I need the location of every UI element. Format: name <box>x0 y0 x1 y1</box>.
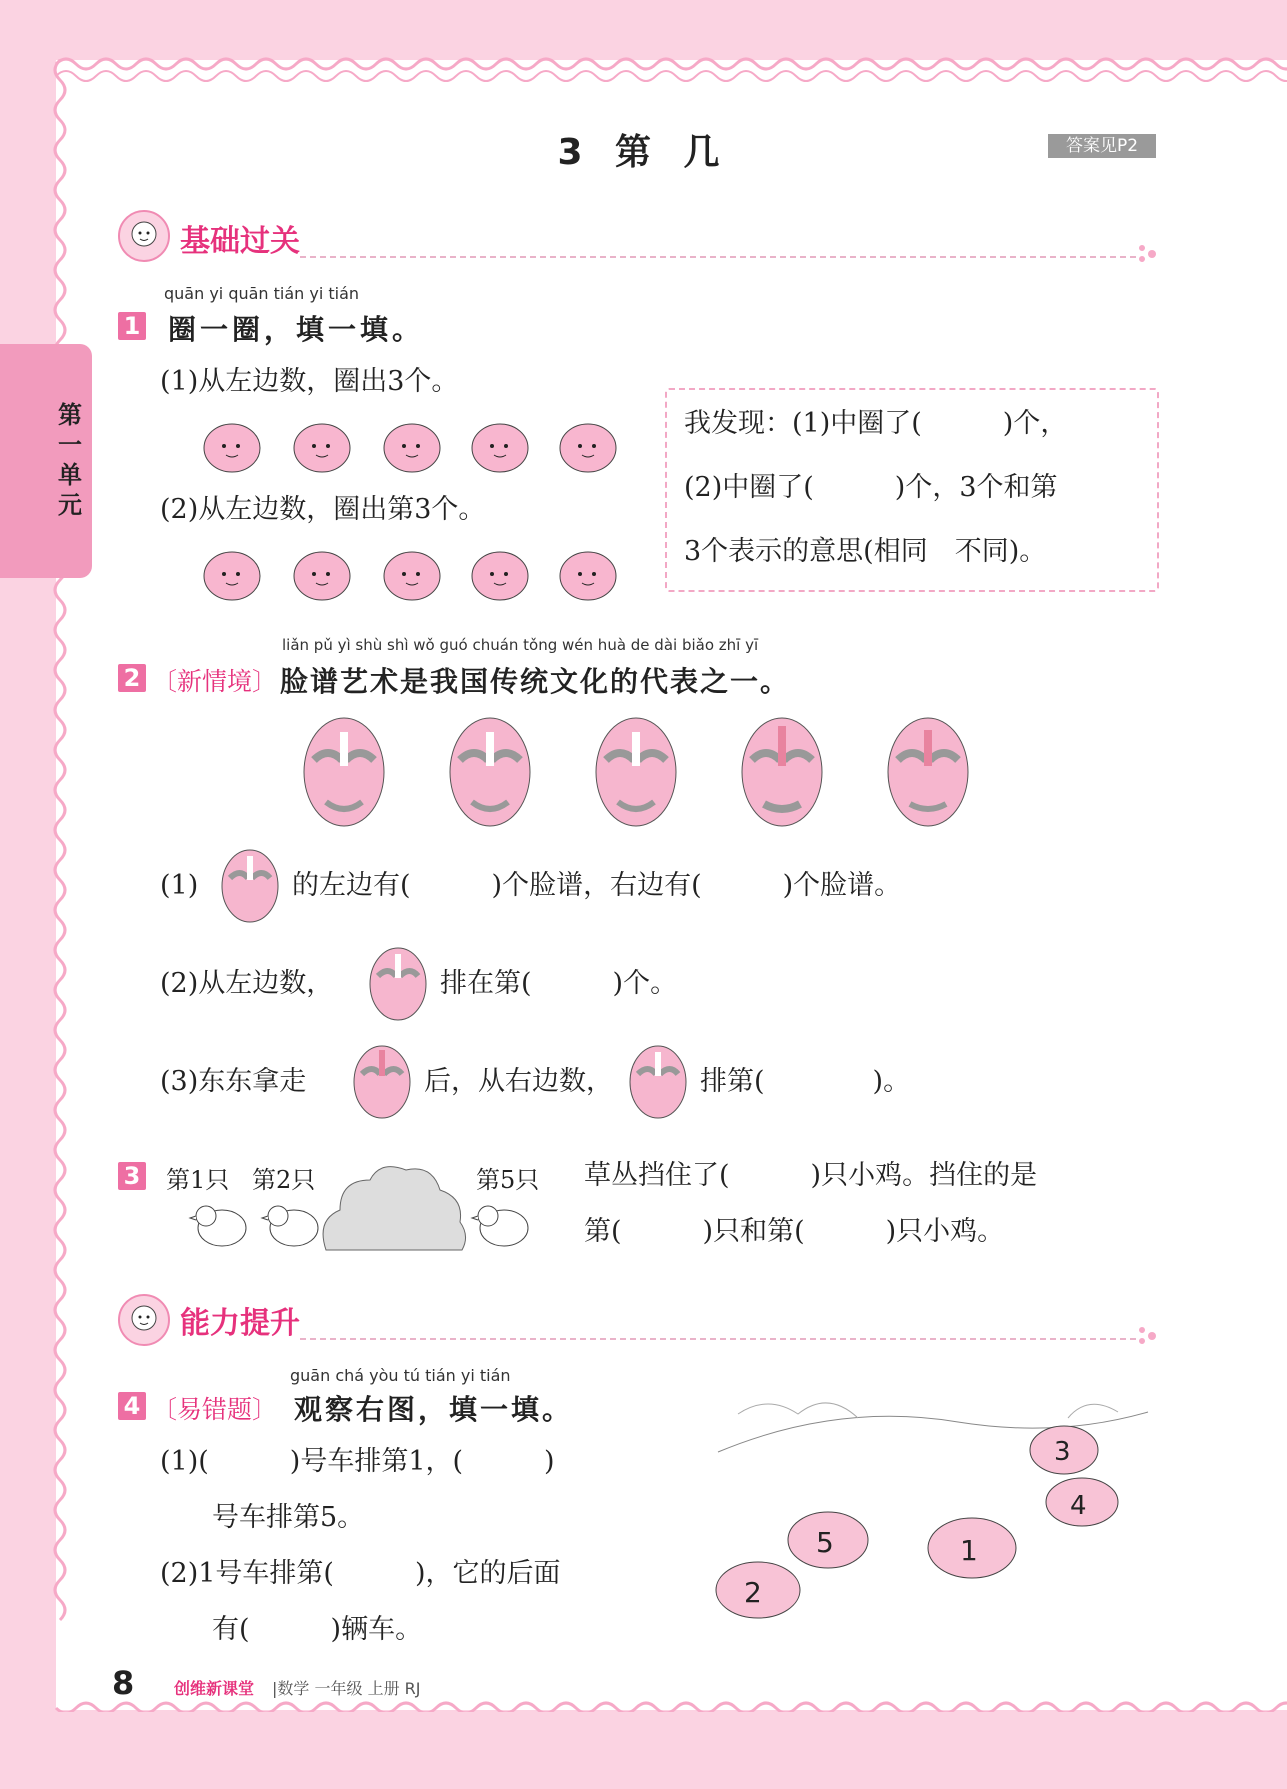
bean-row-1 <box>196 418 626 478</box>
q1-prompt: 圈一圈，填一填。 <box>168 313 425 346</box>
q2-s3-answer: 排第( )。 <box>700 1066 911 1097</box>
opera-mask-icon <box>450 718 530 826</box>
bean-character-icon <box>560 552 616 600</box>
q2-s2-label: (2)从左边数， <box>160 968 334 999</box>
footer-brand: 创维新课堂 <box>174 1679 255 1698</box>
q2-number: 2 <box>118 664 146 692</box>
q2-s3-label: (3)东东拿走 <box>160 1066 307 1097</box>
bean-character-icon <box>294 552 350 600</box>
car-race-illustration <box>708 1390 1156 1650</box>
opera-mask-small-icon <box>624 1042 692 1122</box>
opera-mask-small-icon <box>348 1042 416 1122</box>
q4-tag: 〔易错题〕 <box>152 1395 278 1424</box>
car-number-label: 5 <box>816 1526 834 1559</box>
q1-number: 1 <box>118 312 146 340</box>
dots-decoration-icon <box>1138 1326 1160 1350</box>
opera-mask-icon <box>596 718 676 826</box>
discovery-line-1: 我发现：(1)中圈了( )个， <box>684 408 1068 439</box>
q2-tag: 〔新情境〕 <box>152 667 278 696</box>
bean-character-icon <box>472 424 528 472</box>
cartoon-mascot-icon <box>118 210 170 262</box>
chick-icon <box>472 1206 528 1246</box>
chick-label-5: 第5只 <box>476 1166 540 1194</box>
footer-info: |数学 一年级 上册 RJ <box>272 1679 421 1698</box>
q2-s1-text: 的左边有( )个脸谱，右边有( )个脸谱。 <box>292 870 902 901</box>
bean-character-icon <box>204 552 260 600</box>
car-number-label: 2 <box>744 1576 762 1609</box>
q1-part2: (2)从左边数，圈出第3个。 <box>160 494 486 525</box>
q2-pinyin: liǎn pǔ yì shù shì wǒ guó chuán tǒng wén huà de dài biǎo zhī yī <box>282 636 759 654</box>
discovery-line-2: (2)中圈了( )个，3个和第 <box>684 472 1058 503</box>
page-number: 8 <box>112 1664 135 1702</box>
opera-mask-small-icon <box>216 846 284 926</box>
opera-mask-icon <box>304 718 384 826</box>
bean-character-icon <box>560 424 616 472</box>
section-divider <box>300 256 1136 258</box>
q3-line-2: 第( )只和第( )只小鸡。 <box>584 1216 1005 1247</box>
race-car-icon <box>1030 1426 1098 1474</box>
opera-mask-small-icon <box>364 944 432 1024</box>
answer-reference: 答案见P2 <box>1048 134 1156 158</box>
dots-decoration-icon <box>1138 244 1160 268</box>
bean-character-icon <box>384 424 440 472</box>
chick-icon <box>190 1206 246 1246</box>
q1-part1: (1)从左边数，圈出3个。 <box>160 366 459 397</box>
opera-mask-icon <box>888 718 968 826</box>
bean-character-icon <box>472 552 528 600</box>
q4-number: 4 <box>118 1392 146 1420</box>
race-car-icon <box>788 1512 868 1568</box>
opera-mask-row <box>296 712 986 832</box>
discovery-line-3: 3个表示的意思(相同 不同)。 <box>684 536 1047 567</box>
opera-mask-icon <box>742 718 822 826</box>
q4-line-4: 有( )辆车。 <box>212 1614 423 1645</box>
q4-pinyin: guān chá yòu tú tián yi tián <box>290 1366 511 1385</box>
q3-number: 3 <box>118 1162 146 1190</box>
section-divider <box>300 1338 1136 1340</box>
q2-s3-text: 后，从右边数， <box>424 1066 613 1097</box>
q3-line-1: 草丛挡住了( )只小鸡。挡住的是 <box>584 1160 1038 1191</box>
q4-prompt: 观察右图，填一填。 <box>294 1393 574 1426</box>
race-car-icon <box>716 1562 800 1618</box>
car-number-label: 3 <box>1054 1437 1071 1467</box>
bean-character-icon <box>384 552 440 600</box>
q4-line-1: (1)( )号车排第1，( ) <box>160 1446 555 1477</box>
chick-label-2: 第2只 <box>252 1166 316 1194</box>
q4-line-2: 号车排第5。 <box>212 1502 365 1533</box>
section-title-advanced: 能力提升 <box>180 1306 300 1341</box>
unit-tab-label: 第一单元 <box>58 401 82 519</box>
car-number-label: 4 <box>1070 1491 1087 1521</box>
q1-pinyin: quān yi quān tián yi tián <box>164 284 360 303</box>
bean-row-2 <box>196 546 626 606</box>
bean-character-icon <box>294 424 350 472</box>
q2-prompt: 脸谱艺术是我国传统文化的代表之一。 <box>280 665 791 698</box>
chicks-and-bush <box>186 1156 546 1256</box>
chick-icon <box>262 1206 318 1246</box>
car-number-label: 1 <box>960 1534 978 1567</box>
bean-character-icon <box>204 424 260 472</box>
race-car-icon <box>928 1518 1016 1578</box>
q2-s1-label: (1) <box>160 870 199 901</box>
q2-s2-text: 排在第( )个。 <box>440 968 678 999</box>
bush-icon <box>323 1167 465 1250</box>
chick-label-1: 第1只 <box>166 1166 230 1194</box>
cartoon-mascot-icon <box>118 1294 170 1346</box>
race-car-icon <box>1046 1478 1118 1526</box>
section-title-basics: 基础过关 <box>180 224 300 259</box>
page-title: 3 第 几 <box>557 132 730 173</box>
q4-line-3: (2)1号车排第( )，它的后面 <box>160 1558 561 1589</box>
